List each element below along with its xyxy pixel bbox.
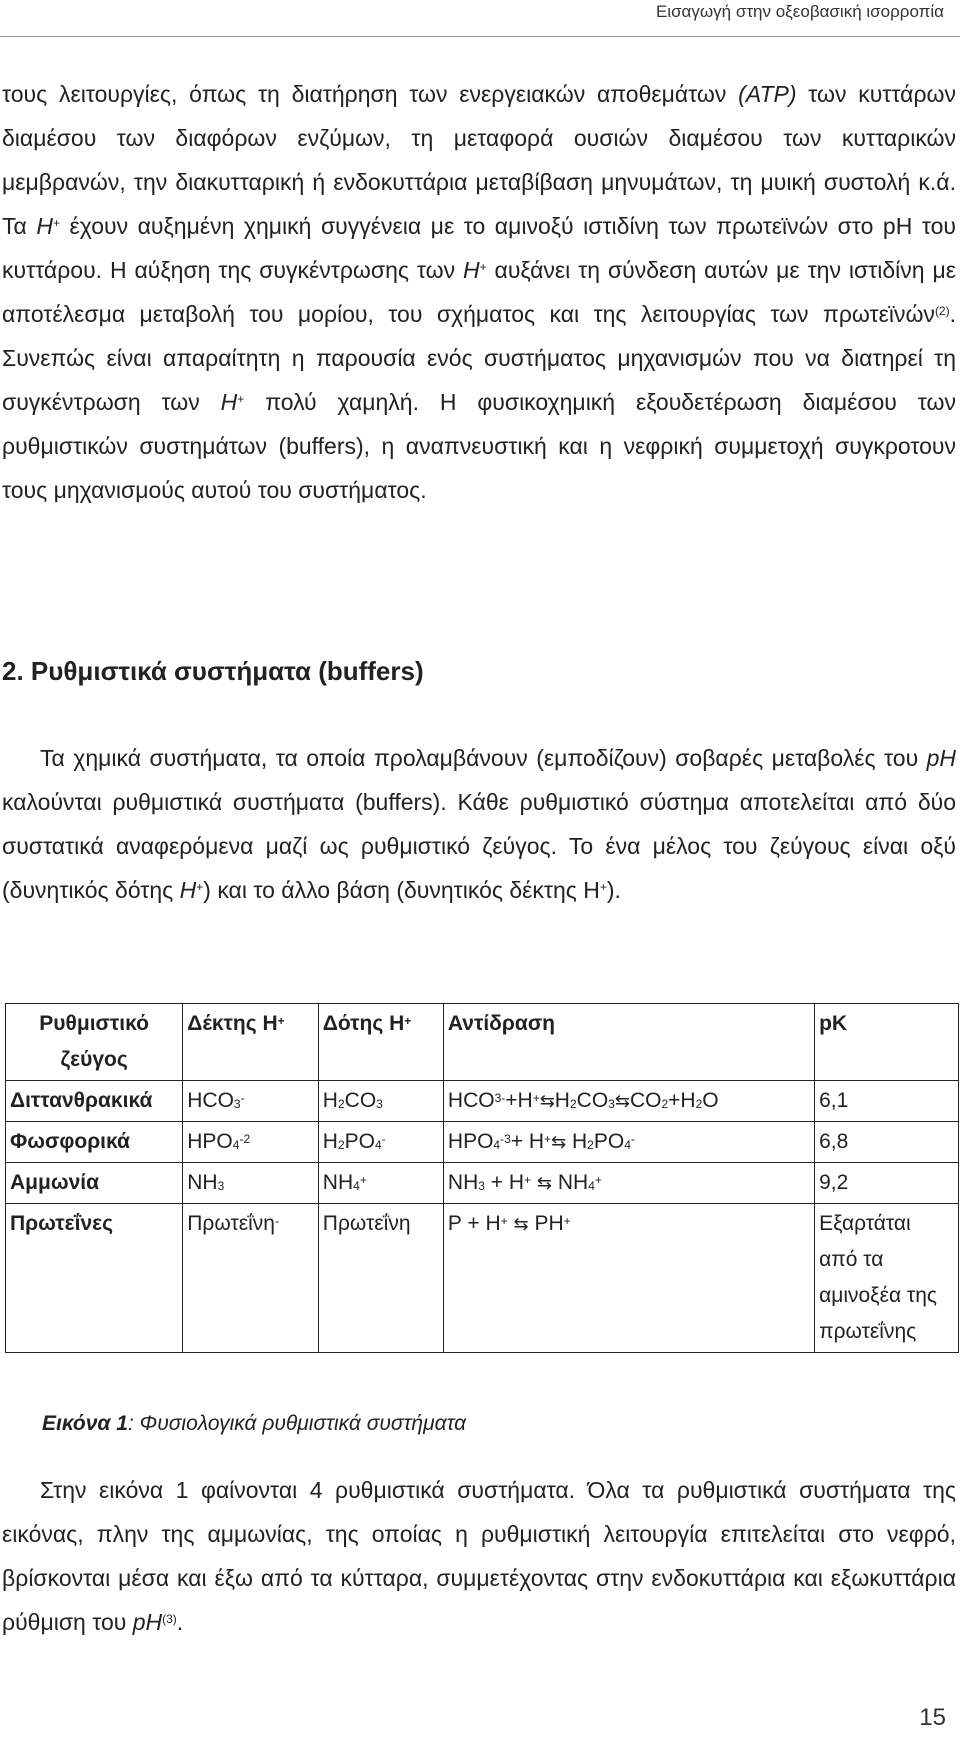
atp-term: (ATP)	[738, 81, 797, 107]
caption-label: Εικόνα 1	[42, 1412, 128, 1435]
intro-text: πολύ χαμηλή. Η φυσικοχημική εξουδετέρωση διαμέσου των ρυθμιστικών συστημάτων (buffers), η αναπνευστική και η νεφρική συμμετοχή συγκροτουν τους μηχανισμούς αυτού του συστήματος.	[2, 389, 956, 503]
intro-paragraph	[2, 72, 956, 512]
header-reaction: Αντίδραση	[443, 1004, 814, 1081]
intro-text: έχουν αυξημένη χημική συγγένεια με το αμινοξύ ιστιδίνη των πρωτεϊνών στο pH του κυττάρου. Η αύξηση της συγκέντρωσης των	[2, 213, 956, 283]
equilibrium-arrow-icon: ⇆	[551, 1132, 567, 1152]
hydrogen-ion: H	[179, 877, 197, 903]
donor-cell: $H_2CO_3$	[318, 1081, 443, 1122]
reaction-cell: P + H+ ⇆ PH+	[443, 1204, 814, 1353]
ph-term: pH	[132, 1609, 163, 1635]
running-header: Εισαγωγή στην οξεοβασική ισορροπία	[655, 2, 944, 21]
charge: +	[196, 880, 204, 894]
header-rule	[0, 36, 960, 37]
intro-text: . Συνεπώς είναι απαραίτητη η παρουσία ενός συστήματος μηχανισμών που να διατηρεί τη συγκέντρωση των	[2, 301, 956, 415]
section-heading: 2. Ρυθμιστικά συστήματα (buffers)	[2, 656, 424, 686]
buffer-systems-table	[5, 1003, 959, 1353]
closing-paragraph: Στην εικόνα 1 φαίνονται 4 ρυθμιστικά συστήματα. Όλα τα ρυθμιστικά συστήματα της εικόνας, πλην της αμμωνίας, της οποίας η ρυθμιστική λειτουργία επιτελείται στο νεφρό, βρίσκονται μέσα και έξω από τα κύτταρα, συμμετέχοντας στην ενδοκυττάρια και εξωκυττάρια ρύθμιση του $pH^{(3)}$.	[2, 1477, 956, 1635]
acceptor-cell: $NH_3$	[183, 1163, 319, 1204]
reaction-cell: $HPO_4^{-3}+$ H+⇆ $H_2PO_4^-$	[443, 1122, 814, 1163]
reaction-cell: $HCO^{3-}+H^+⇆H_2CO_3⇆CO_2+H_2O$	[443, 1081, 814, 1122]
reaction-cell: $NH_3 + H^+$ ⇆ $NH_4^+$	[443, 1163, 814, 1204]
intro-text: αυξάνει τη σύνδεση αυτών με την ιστιδίνη με αποτέλεσμα μεταβολή του μορίου, του σχήματος και της λειτουργίας των πρωτεϊνών	[2, 257, 956, 327]
ph-term: pH	[926, 745, 956, 771]
pk-cell: 6,1	[815, 1081, 959, 1122]
header-pk: pK	[815, 1004, 959, 1081]
acceptor-cell: $HPO_4^{-2}$	[183, 1122, 319, 1163]
reference-mark: (2)	[934, 304, 950, 318]
header-pair: Ρυθμιστικό ζεύγος	[6, 1004, 183, 1081]
table-row	[6, 1204, 959, 1353]
charge: +	[237, 392, 245, 406]
equilibrium-arrow-icon: ⇆	[614, 1091, 630, 1111]
caption-text: Φυσιολογικά ρυθμιστικά συστήματα	[133, 1412, 467, 1435]
figure-caption: Εικόνα 1: Φυσιολογικά ρυθμιστικά συστήματα	[42, 1412, 467, 1435]
pk-cell: 6,8	[815, 1122, 959, 1163]
buffers-text: καλούνται ρυθμιστικά συστήματα (buffers). Κάθε ρυθμιστικό σύστημα αποτελείται από δύο συστατικά αναφερόμενα μαζί ως ρυθμιστικό ζεύγος. Το ένα μέλος του ζεύγους είναι οξύ (δυνητικός δότης	[2, 789, 956, 903]
hydrogen-ion: H	[462, 257, 480, 283]
donor-cell: $H_2PO_4^-$	[318, 1122, 443, 1163]
table-row	[6, 1122, 959, 1163]
header-acceptor: Δέκτης H+	[183, 1004, 319, 1081]
pair-name: Αμμωνία	[6, 1163, 183, 1204]
intro-text: τους λειτουργίες, όπως τη διατήρηση των ενεργειακών αποθεμάτων	[2, 81, 739, 107]
equilibrium-arrow-icon: ⇆	[513, 1214, 529, 1234]
buffers-text: Τα χημικά συστήματα, τα οποία προλαμβάνουν (εμποδίζουν) σοβαρές μεταβολές του	[40, 745, 927, 771]
page-number: 15	[919, 1704, 946, 1731]
pk-cell: 9,2	[815, 1163, 959, 1204]
donor-cell: Πρωτεΐνη	[318, 1204, 443, 1353]
table-header-row	[6, 1004, 959, 1081]
pk-cell: Εξαρτάται από τα αμινοξέα της πρωτεΐνης	[815, 1204, 959, 1353]
buffers-paragraph	[2, 736, 956, 912]
charge: +	[52, 216, 60, 230]
charge: +	[479, 260, 487, 274]
table-row	[6, 1081, 959, 1122]
pair-name: Διττανθρακικά	[6, 1081, 183, 1122]
closing-text: Στην εικόνα 1 φαίνονται 4 ρυθμιστικά συστήματα. Όλα τα ρυθμιστικά συστήματα της εικόνας, πλην της αμμωνίας, της οποίας η ρυθμιστική λειτουργία επιτελείται στο νεφρό, βρίσκονται μέσα και έξω από τα κύτταρα, συμμετέχοντας στην ενδοκυττάρια και εξωκυττάρια ρύθμιση του	[2, 1477, 956, 1635]
acceptor-cell: Πρωτεΐνη-	[183, 1204, 319, 1353]
hydrogen-ion: H	[36, 213, 53, 239]
pair-name: Φωσφορικά	[6, 1122, 183, 1163]
intro-text: των κυττάρων διαμέσου των διαφόρων ενζύμων, τη μεταφορά ουσιών διαμέσου των κυτταρικών μεμβρανών, την διακυτταρική ή ενδοκυττάρια μεταβίβαση μηνυμάτων, τη μυική συστολή κ.ά. Τα	[2, 81, 956, 239]
acceptor-cell: $HCO_3^-$	[183, 1081, 319, 1122]
hydrogen-ion: H	[220, 389, 238, 415]
pair-name: Πρωτεΐνες	[6, 1204, 183, 1353]
equilibrium-arrow-icon: ⇆	[539, 1091, 555, 1111]
reference-mark: (3)	[162, 1612, 177, 1626]
equilibrium-arrow-icon: ⇆	[536, 1173, 552, 1193]
buffers-text: ).	[606, 877, 621, 903]
donor-cell: $NH_4^+$	[318, 1163, 443, 1204]
charge: +	[599, 880, 607, 894]
header-donor: Δότης H+	[318, 1004, 443, 1081]
table-row	[6, 1163, 959, 1204]
buffers-text: ) και το άλλο βάση (δυνητικός δέκτης H	[203, 877, 600, 903]
